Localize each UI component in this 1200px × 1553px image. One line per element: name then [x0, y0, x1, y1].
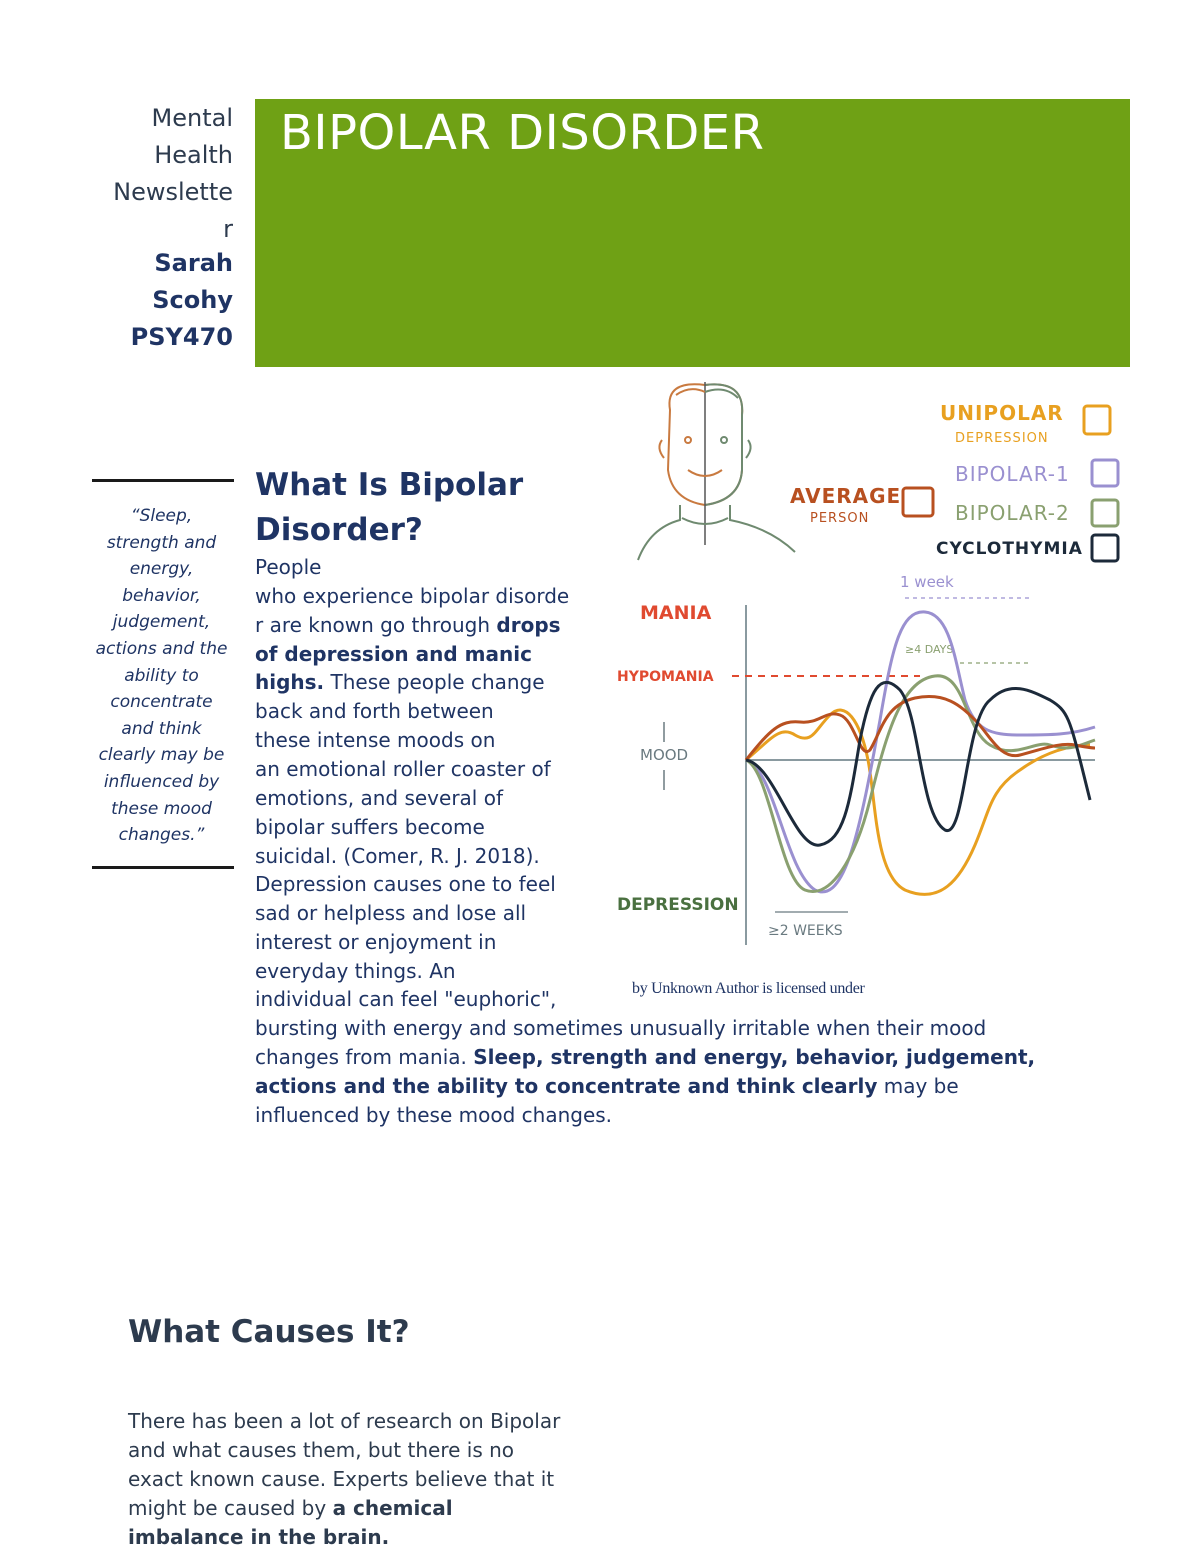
author-line: PSY470: [130, 323, 233, 351]
body-emphasis: a chemical: [332, 1496, 453, 1520]
newsletter-title-line: Health: [154, 141, 233, 169]
body-line: [128, 1494, 453, 1523]
legend-label-bipolar1: BIPOLAR-1: [955, 462, 1070, 486]
legend-sub-unipolar: DEPRESSION: [955, 431, 1049, 446]
curve-bipolar2: [746, 676, 1095, 892]
body-line: and what causes them, but there is no: [128, 1438, 515, 1462]
chart-legend: [790, 401, 1118, 561]
body-emphasis: drops: [496, 613, 561, 637]
quote-line: energy,: [129, 559, 194, 580]
body-line: bursting with energy and sometimes unusually irritable when their mood: [255, 1016, 987, 1040]
quote-line: and think: [121, 718, 202, 739]
section-heading-what-is: [255, 463, 595, 553]
heading-line: What Is Bipolar: [255, 467, 524, 503]
body-text: r are known go through: [255, 613, 497, 637]
legend-sub-average: PERSON: [810, 511, 870, 526]
legend-label-cyclothymia: CYCLOTHYMIA: [936, 539, 1083, 559]
body-line: emotions, and several of: [255, 786, 503, 810]
label-one-week: 1 week: [900, 573, 954, 591]
body-line: sad or helpless and lose all: [255, 901, 527, 925]
heading-line: Disorder?: [255, 512, 423, 548]
body-emphasis: Sleep, strength and energy, behavior, judgement,: [473, 1045, 1036, 1069]
body-emphasis: actions and the ability to concentrate and think clearly: [255, 1074, 878, 1098]
body-line: an emotional roller coaster of: [255, 757, 551, 781]
body-line: back and forth between: [255, 699, 494, 723]
quote-line: clearly may be: [98, 745, 225, 766]
image-caption: by Unknown Author is licensed under: [632, 980, 865, 997]
newsletter-title-line: r: [223, 215, 233, 243]
body-line: People: [255, 555, 322, 579]
body-line: who experience bipolar disorde: [255, 584, 570, 608]
newsletter-title-line: Newslette: [113, 178, 233, 206]
body-line: suicidal. (Comer, R. J. 2018).: [255, 844, 540, 868]
body-line: of depression and manic: [255, 642, 532, 666]
newsletter-title: [60, 100, 233, 248]
body-line: individual can feel "euphoric",: [255, 987, 557, 1011]
body-line: [255, 668, 545, 697]
body-line: There has been a lot of research on Bipolar: [128, 1409, 561, 1433]
quote-line: changes.”: [118, 825, 205, 846]
body-line: influenced by these mood changes.: [255, 1103, 613, 1127]
body-line: [255, 1043, 1035, 1072]
label-four-days: ≥4 DAYS: [905, 643, 954, 656]
legend-label-unipolar: UNIPOLAR: [940, 401, 1064, 425]
legend-swatch-cyclothymia: [1092, 535, 1118, 561]
body-line: everyday things. An: [255, 959, 456, 983]
quote-rule-bottom: [92, 866, 234, 869]
quote-line: actions and the: [95, 638, 228, 659]
body-line: imbalance in the brain.: [128, 1525, 390, 1549]
person-sketch: [638, 382, 795, 560]
quote-line: strength and: [106, 532, 217, 553]
body-line: interest or enjoyment in: [255, 930, 497, 954]
author-block: [60, 245, 233, 356]
body-emphasis: highs.: [255, 670, 325, 694]
curve-cyclothymia: [746, 682, 1090, 845]
quote-line: “Sleep,: [130, 506, 193, 526]
label-depression: DEPRESSION: [617, 895, 739, 915]
section-heading-causes: What Causes It?: [128, 1314, 410, 1350]
curve-average: [746, 697, 1095, 760]
mood-chart-illustration: [605, 375, 1135, 955]
quote-line: influenced by: [103, 771, 220, 792]
legend-swatch-bipolar2: [1092, 500, 1118, 526]
pull-quote: [90, 503, 233, 849]
legend-swatch-average: [903, 488, 933, 516]
body-text: may be: [877, 1074, 959, 1098]
body-line: exact known cause. Experts believe that it: [128, 1467, 555, 1491]
legend-swatch-bipolar1: [1092, 460, 1118, 486]
quote-line: these mood: [111, 798, 212, 819]
author-line: Scohy: [152, 286, 233, 314]
quote-line: behavior,: [122, 585, 201, 606]
body-line: these intense moods on: [255, 728, 496, 752]
author-line: Sarah: [154, 249, 233, 277]
body-line: [255, 1072, 959, 1101]
quote-rule-top: [92, 479, 234, 482]
body-line: bipolar suffers become: [255, 815, 485, 839]
body-text: These people change: [324, 670, 545, 694]
legend-label-bipolar2: BIPOLAR-2: [955, 501, 1070, 525]
label-two-weeks: ≥2 WEEKS: [768, 923, 843, 939]
banner-title: BIPOLAR DISORDER: [280, 105, 765, 161]
quote-line: judgement,: [112, 612, 211, 633]
legend-swatch-unipolar: [1084, 406, 1110, 434]
body-line: [255, 611, 561, 640]
label-hypomania: HYPOMANIA: [617, 669, 714, 685]
quote-line: concentrate: [110, 692, 213, 713]
legend-label-average: AVERAGE: [790, 484, 902, 508]
body-line: Depression causes one to feel: [255, 872, 556, 896]
body-text: changes from mania.: [255, 1045, 474, 1069]
body-text: might be caused by: [128, 1496, 333, 1520]
newsletter-title-line: Mental: [151, 104, 233, 132]
label-mania: MANIA: [640, 602, 712, 624]
quote-line: ability to: [124, 665, 199, 686]
label-mood: MOOD: [640, 746, 689, 764]
